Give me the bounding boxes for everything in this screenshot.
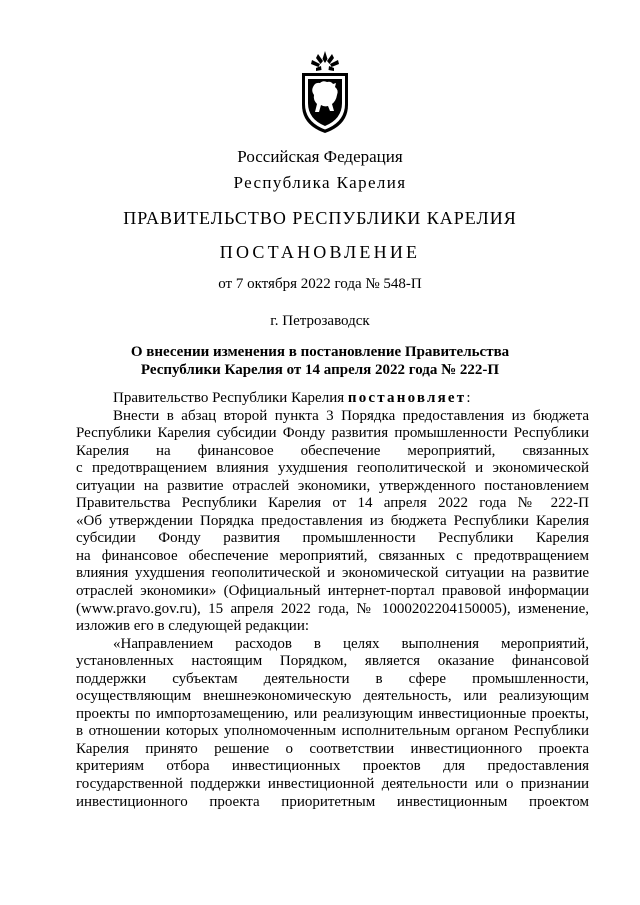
title-line: О внесении изменения в постановление Правительства	[130, 344, 510, 360]
body-line: Карелия на финансовое обеспечение мероприятий, связанных	[76, 442, 589, 459]
country-name: Российская Федерация	[237, 147, 403, 166]
body-line: ситуации на развитие отраслей экономики, утвержденного постановлением	[76, 477, 589, 494]
body-line: поддержки субъектам деятельности в сфере промышленности,	[76, 670, 589, 687]
body-line: изложив его в следующей редакции:	[76, 618, 310, 635]
preamble-text: Правительство Республики Карелия	[113, 390, 348, 406]
document-body	[76, 390, 589, 811]
body-line: в отношении которых уполномоченным исполнительным органом Республики	[76, 723, 589, 740]
body-line: влияния ухудшения геополитической и экономической ситуации на развитие	[76, 565, 589, 582]
body-line: (www.pravo.gov.ru), 15 апреля 2022 года, № 1000202204150005), изменение,	[76, 600, 589, 617]
body-line: инвестиционного проекта приоритетным инвестиционным проектом	[76, 793, 589, 810]
body-line: на финансовое обеспечение мероприятий, связанных с предотвращением	[76, 547, 589, 564]
body-line: субсидии Фонду развития промышленности Республики Карелия	[76, 530, 589, 547]
body-line: «Направлением расходов в целях выполнения мероприятий,	[113, 635, 589, 652]
title-line: Республики Карелия от 14 апреля 2022 года № 222-П	[140, 362, 500, 378]
preamble	[76, 390, 589, 408]
government-name: ПРАВИТЕЛЬСТВО РЕСПУБЛИКИ КАРЕЛИЯ	[123, 208, 517, 228]
body-line: Республики Карелия субсидии Фонду развития промышленности Республики	[76, 425, 589, 442]
city: г. Петрозаводск	[270, 313, 370, 329]
body-line: критериям отбора инвестиционных проектов для предоставления	[76, 758, 589, 775]
body-line: с предотвращением влияния ухудшения геополитической и экономической	[76, 460, 589, 477]
date-and-number: от 7 октября 2022 года № 548-П	[218, 276, 422, 292]
body-line: Карелия принято решение о соответствии инвестиционного проекта	[76, 740, 589, 757]
body-line: проекты по импортозамещению, или реализующим инвестиционные проекты,	[76, 705, 589, 722]
body-line: Внести в абзац второй пункта 3 Порядка предоставления из бюджета	[113, 407, 589, 424]
body-line: установленных настоящим Порядком, является оказание финансовой	[76, 653, 589, 670]
body-line: государственной поддержки инвестиционной деятельности или о признании	[76, 776, 589, 793]
preamble-emphasis: постановляет	[347, 390, 467, 406]
document-type: ПОСТАНОВЛЕНИЕ	[219, 242, 421, 262]
document-title	[0, 343, 640, 379]
body-line: осуществляющим внешнеэкономическую деятельность, или реализующим	[76, 688, 589, 705]
body-line: «Об утверждении Порядка предоставления из бюджета Республики Карелия	[76, 512, 589, 529]
preamble-colon: :	[466, 390, 471, 406]
republic-name: Республика Карелия	[233, 173, 407, 192]
body-line: Правительства Республики Карелия от 14 апреля 2022 года № 222-П	[76, 495, 589, 512]
karelia-coat-of-arms-icon	[296, 49, 354, 135]
body-line: отраслей экономики» (Официальный интернет-портал правовой информации	[76, 583, 589, 600]
